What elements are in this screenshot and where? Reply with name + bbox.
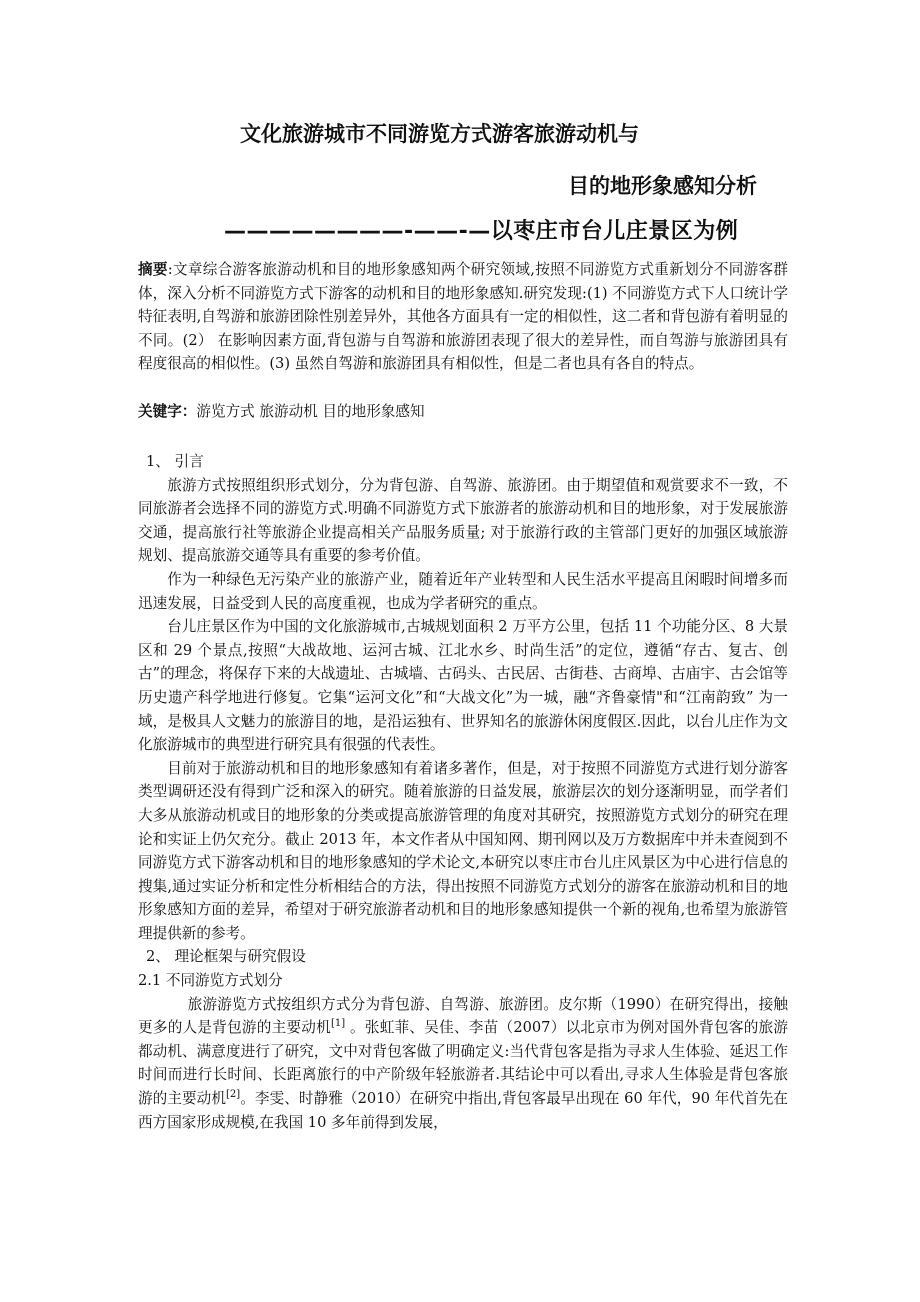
body-text xyxy=(138,450,788,1134)
keywords-text: 游览方式 旅游动机 目的地形象感知 xyxy=(196,403,425,420)
citation-1: [1] xyxy=(330,1018,346,1030)
paragraph-2: 作为一种绿色无污染产业的旅游产业，随着近年产业转型和人民生活水平提高且闲暇时间增多而迅速发展，日益受到人民的高度重视，也成为学者研究的重点。 xyxy=(138,570,788,612)
paragraph-5-part-a: 旅游游览方式按组织方式分为背包游、自驾游、旅游团。皮尔斯（1990）在研究得出，接触更多的人是背包游的主要动机 xyxy=(138,995,788,1037)
paragraph-5-part-c: 。李雯、时静雅（2010）在研究中指出,背包客最早出现在 60 年代，90 年代首先在西方国家形成规模,在我国 10 多年前得到发展， xyxy=(138,1090,788,1131)
abstract xyxy=(138,258,788,376)
title-line-1: 文化旅游城市不同游览方式游客旅游动机与 xyxy=(240,122,639,146)
abstract-text: :文章综合游客旅游动机和目的地形象感知两个研究领域,按照不同游览方式重新划分不同游客群体，深入分析不同游览方式下游客的动机和目的地形象感知.研究发现:(1) 不同游览方式下人口统计学特征表明,自驾游和旅游团除性别差异外，其他各方面具有一定的相似性，这二者和背包游有着明显的不同。(2） 在影响因素方面,背包游与自驾游和旅游团表现了很大的差异性，而自驾游与旅游团具有程度很高的相似性。(3) 虽然自驾游和旅游团具有相似性，但是二者也具有各自的特点。 xyxy=(138,261,788,373)
subtitle-line: ————————-——-—以枣庄市台儿庄景区为例 xyxy=(224,219,739,244)
abstract-label: 摘要 xyxy=(138,261,168,278)
section-2-1-heading: 2.1 不同游览方式划分 xyxy=(138,972,283,990)
paragraph-1: 旅游方式按照组织形式划分，分为背包游、自驾游、旅游团。由于期望值和观赏要求不一致，不同旅游者会选择不同的游览方式.明确不同游览方式下旅游者的旅游动机和目的地形象，对于发展旅游交通，提高旅行社等旅游企业提高相关产品服务质量; 对于旅游行政的主管部门更好的加强区域旅游规划、提高旅游交通等具有重要的参考价值。 xyxy=(138,476,788,565)
paragraph-4: 目前对于旅游动机和目的地形象感知有着诸多著作，但是，对于按照不同游览方式进行划分游客类型调研还没有得到广泛和深入的研究。随着旅游的日益发展，旅游层次的划分逐渐明显，而学者们大多从旅游动机或目的地形象的分类或提高旅游管理的角度对其研究，按照游览方式划分的研究在理论和实证上仍欠充分。截止 2013 年，本文作者从中国知网、期刊网以及万方数据库中并未查阅到不同游览方式下游客动机和目的地形象感知的学术论文,本研究以枣庄市台儿庄风景区为中心进行信息的搜集,通过实证分析和定性分析相结合的方法，得出按照不同游览方式划分的游客在旅游动机和目的地形象感知方面的差异，希望对于研究旅游者动机和目的地形象感知提供一个新的视角,也希望为旅游管理提供新的参考。 xyxy=(138,759,788,942)
keywords xyxy=(138,400,788,424)
keywords-label: 关键字： xyxy=(138,403,197,420)
title-line-2: 目的地形象感知分析 xyxy=(568,174,757,198)
paragraph-5-part-b: 。张虹菲、吴佳、李苗（2007）以北京市为例对国外背包客的旅游都动机、满意度进行了研究，文中对背包客做了明确定义:当代背包客是指为寻求人生体验、延迟工作时间而进行长时间、长距离旅行的中产阶级年轻旅游者.其结论中可以看出,寻求人生体验是背包客旅游的主要动机 xyxy=(138,1019,788,1108)
paragraph-3: 台儿庄景区作为中国的文化旅游城市,古城规划面积 2 万平方公里，包括 11 个功能分区、8 大景区和 29 个景点,按照“大战故地、运河古城、江北水乡、时尚生活”的定位，遵循“存古、复古、创古”的理念，将保存下来的大战遗址、古城墙、古码头、古民居、古街巷、古商埠、古庙宇、古会馆等历史遗产科学地进行修复。它集“运河文化”和“大战文化”为一城，融“齐鲁豪情"和“江南韵致” 为一域，是极具人文魅力的旅游目的地，是沿运独有、世界知名的旅游休闲度假区.因此，以台儿庄作为文化旅游城市的典型进行研究具有很强的代表性。 xyxy=(138,618,788,754)
section-2-heading: 2、 理论框架与研究假设 xyxy=(146,948,306,966)
section-1-heading: 1、 引言 xyxy=(146,453,204,470)
paragraph-5 xyxy=(138,993,788,1135)
citation-2: [2] xyxy=(226,1089,241,1101)
